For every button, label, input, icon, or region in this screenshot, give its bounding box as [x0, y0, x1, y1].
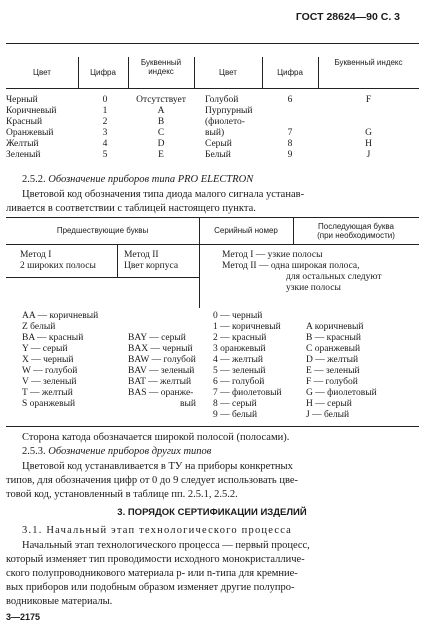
section-3-1-para-1: Начальный этап технологического процесса — первый процесс,	[22, 540, 310, 551]
header-letter-index-2: Буквенный индекс	[334, 58, 403, 67]
method-2: Метод II Цвет корпуса	[124, 250, 179, 271]
right-colors: Голубой Пурпурный (фиолето- вый) Серый Белый	[205, 95, 253, 160]
section-3-1-para-3: ского полупроводникового материала p- или n-типа для кремние-	[6, 568, 298, 579]
right-letters: F G H J	[365, 95, 372, 160]
left-colors: Черный Коричневый Красный Оранжевый Желтый Зеленый	[6, 95, 57, 160]
column-next-letters: A коричневый B — красный C оранжевый D — желтый E — зеленый F — голубой G — фиолетовый H — серый J — белый	[306, 322, 377, 420]
serial-methods: Метод I — узкие полосы Метод II — одна широкая полоса, для остальных следуют узкие полосы	[222, 250, 382, 293]
header-color-2: Цвет	[219, 68, 237, 77]
section-2-5-2-para-line2: ливается в соответствии с таблицей настоящего пункта.	[6, 203, 256, 214]
section-2-5-2-heading: 2.5.2. Обозначение приборов типа PRO ELECTRON	[22, 174, 254, 185]
section-2-5-3-heading: 2.5.3. Обозначение приборов других типов	[22, 446, 212, 457]
column-serial-digits: 0 — черный 1 — коричневый 2 — красный 3 оранжевый 4 — желтый 5 — зеленый 6 — голубой 7 — фиолетовый 8 — серый 9 — белый	[213, 311, 282, 420]
section-2-5-3-para-1: Цветовой код устанавливается в ТУ на приборы конкретных	[22, 461, 293, 472]
method-1: Метод I 2 широких полосы	[20, 250, 96, 271]
column-method-2-letters: BAY — серый BAX — черный BAW — голубой BAV — зеленый BAT — желтый BAS — оранже- вый	[128, 333, 196, 409]
left-letters: Отсутствует A B C D E	[136, 95, 186, 160]
header-digit: Цифра	[90, 68, 116, 77]
section-3-1-para-4: вых приборов или подобным образом изменяет другие полупро-	[6, 582, 295, 593]
section-3-1-heading: 3.1. Начальный этап технологического процесса	[22, 525, 293, 536]
left-digits: 0 1 2 3 4 5	[102, 95, 108, 160]
section-2-5-3-para-3: товой код, установленный в таблице пп. 2.5.1, 2.5.2.	[6, 489, 238, 500]
header-digit-2: Цифра	[277, 68, 303, 77]
page-footer: 3—2175	[6, 612, 41, 622]
section-3-1-para-2: который изменяет тип проводимости исходного монокристалличе-	[6, 554, 305, 565]
page-header: ГОСТ 28624—90 С. 3	[295, 11, 400, 23]
section-2-5-2-para-line1: Цветовой код обозначения типа диода малого сигнала устанав-	[22, 189, 305, 200]
header-preceding-letters: Предшествующие буквы	[56, 226, 149, 235]
right-digits: 6 7 8 9	[287, 95, 293, 160]
section-3-title: 3. ПОРЯДОК СЕРТИФИКАЦИИ ИЗДЕЛИЙ	[117, 507, 307, 518]
section-2-5-3-para-2: типов, для обозначения цифр от 0 до 9 следует использовать цве-	[6, 475, 299, 486]
header-next-letter: Последующая буква (при необходимости)	[317, 222, 395, 240]
section-3-1-para-5: водниковые материалы.	[6, 596, 113, 607]
header-color: Цвет	[33, 68, 51, 77]
column-method-1-letters: AA — коричневый Z белый BA — красный Y — серый X — черный W — голубой V — зеленый T — желтый S оранжевый	[22, 311, 99, 409]
cathode-note: Сторона катода обозначается широкой полосой (полосами).	[22, 432, 290, 443]
header-letter-index: Буквенный индекс	[140, 58, 182, 76]
header-serial-number: Серийный номер	[214, 226, 278, 235]
